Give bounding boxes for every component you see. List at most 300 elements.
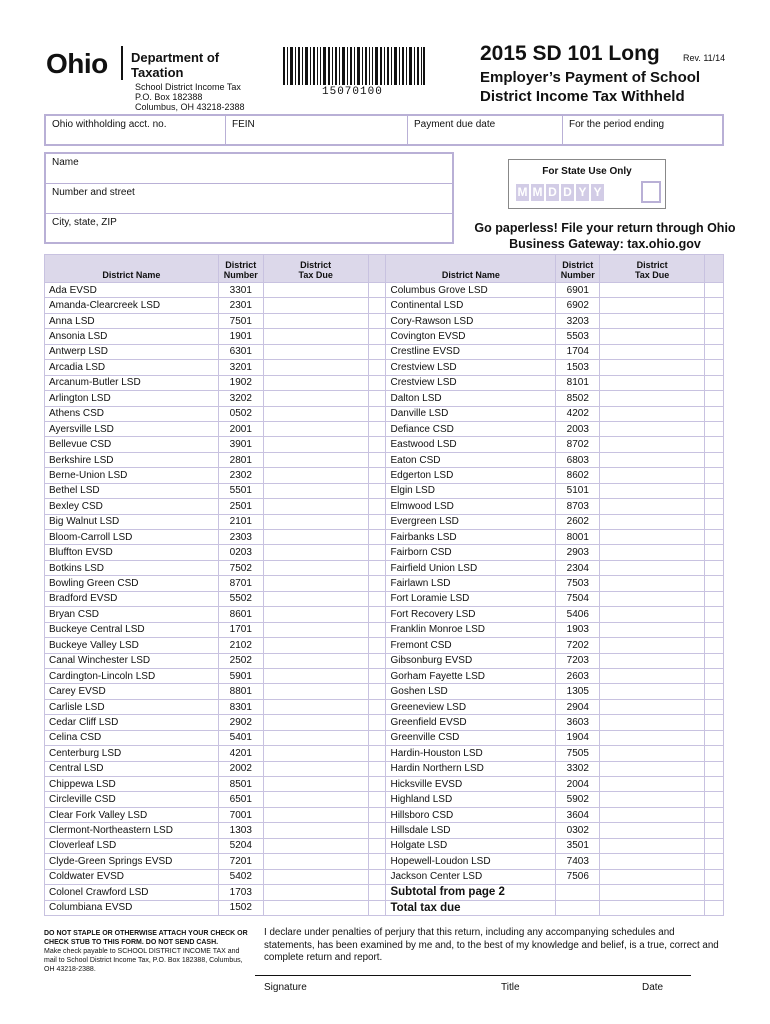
tax-due-cents-input[interactable] — [705, 530, 724, 545]
tax-due-input[interactable] — [600, 283, 705, 298]
tax-due-cents-input[interactable] — [705, 452, 724, 467]
tax-due-cents-input[interactable] — [368, 560, 386, 575]
tax-due-cents-input[interactable] — [368, 885, 386, 900]
tax-due-cents-input[interactable] — [705, 668, 724, 683]
street-field[interactable]: Number and street — [46, 184, 452, 214]
district-name: Crestview LSD — [386, 360, 556, 375]
tax-due-input[interactable] — [600, 607, 705, 622]
tax-due-input[interactable] — [263, 283, 368, 298]
tax-due-input[interactable] — [600, 421, 705, 436]
col-cents — [705, 255, 724, 283]
table-row — [45, 375, 724, 390]
tax-due-cents-input[interactable] — [705, 638, 724, 653]
withholding-account-field[interactable]: Ohio withholding acct. no. — [46, 116, 226, 144]
district-name: Ayersville LSD — [45, 421, 219, 436]
table-row — [45, 638, 724, 653]
signature-line[interactable] — [255, 975, 691, 976]
tax-due-input[interactable] — [263, 375, 368, 390]
tax-due-cents-input[interactable] — [368, 329, 386, 344]
col-tax-due: District Tax Due — [600, 255, 705, 283]
tax-due-cents-input[interactable] — [705, 406, 724, 421]
district-name: Bowling Green CSD — [45, 576, 219, 591]
form-subtitle — [480, 68, 700, 106]
tax-due-input[interactable] — [600, 746, 705, 761]
tax-due-cents-input[interactable] — [705, 761, 724, 776]
tax-due-cents-input[interactable] — [368, 668, 386, 683]
tax-due-input[interactable] — [600, 638, 705, 653]
district-number: 6902 — [556, 298, 600, 313]
tax-due-input[interactable] — [263, 777, 368, 792]
district-name: Bellevue CSD — [45, 437, 219, 452]
tax-due-cents-input[interactable] — [368, 452, 386, 467]
table-row — [45, 885, 724, 900]
district-number: 2301 — [218, 298, 263, 313]
tax-due-input[interactable] — [263, 298, 368, 313]
district-number: 8801 — [218, 684, 263, 699]
tax-due-input[interactable] — [600, 391, 705, 406]
district-name: Cardington-Lincoln LSD — [45, 668, 219, 683]
district-name: Arcanum-Butler LSD — [45, 375, 219, 390]
tax-due-cents-input[interactable] — [368, 499, 386, 514]
tax-due-cents-input[interactable] — [705, 468, 724, 483]
tax-due-input[interactable] — [600, 499, 705, 514]
district-number: 0502 — [218, 406, 263, 421]
district-number: 2002 — [218, 761, 263, 776]
tax-due-input[interactable] — [263, 684, 368, 699]
district-number: 8001 — [556, 530, 600, 545]
district-number: 6301 — [218, 344, 263, 359]
district-name: Bloom-Carroll LSD — [45, 530, 219, 545]
tax-due-input[interactable] — [263, 499, 368, 514]
tax-due-cents-input[interactable] — [705, 715, 724, 730]
tax-due-input[interactable] — [263, 344, 368, 359]
district-name: Centerburg LSD — [45, 746, 219, 761]
tax-due-cents-input[interactable] — [368, 715, 386, 730]
district-name: Canal Winchester LSD — [45, 653, 219, 668]
district-name: Clear Fork Valley LSD — [45, 807, 219, 822]
tax-due-cents-input[interactable] — [368, 530, 386, 545]
district-name: Botkins LSD — [45, 560, 219, 575]
tax-due-input[interactable] — [263, 668, 368, 683]
tax-due-cents-input[interactable] — [368, 622, 386, 637]
district-number: 1904 — [556, 730, 600, 745]
tax-due-input[interactable] — [263, 761, 368, 776]
tax-due-cents-input[interactable] — [368, 761, 386, 776]
tax-due-input[interactable] — [600, 329, 705, 344]
tax-due-cents-input[interactable] — [705, 869, 724, 884]
district-number: 7506 — [556, 869, 600, 884]
table-row — [45, 452, 724, 467]
tax-due-cents-input[interactable] — [705, 854, 724, 869]
tax-due-cents-input[interactable] — [368, 854, 386, 869]
tax-due-cents-input[interactable] — [368, 699, 386, 714]
table-row — [45, 777, 724, 792]
district-number: 2903 — [556, 545, 600, 560]
tax-due-cents-input[interactable] — [368, 869, 386, 884]
tax-due-cents-input[interactable] — [368, 283, 386, 298]
tax-due-cents-input[interactable] — [705, 329, 724, 344]
tax-due-input[interactable] — [600, 699, 705, 714]
district-name: Crestview LSD — [386, 375, 556, 390]
table-row — [45, 653, 724, 668]
tax-due-cents-input[interactable] — [705, 807, 724, 822]
tax-due-input[interactable] — [600, 545, 705, 560]
tax-due-cents-input[interactable] — [368, 746, 386, 761]
district-name: Arlington LSD — [45, 391, 219, 406]
tax-due-cents-input[interactable] — [705, 313, 724, 328]
district-name: Central LSD — [45, 761, 219, 776]
district-name: Elgin LSD — [386, 483, 556, 498]
address-line: Columbus, OH 43218-2388 — [135, 102, 245, 112]
tax-due-input[interactable] — [600, 468, 705, 483]
tax-due-input[interactable] — [600, 761, 705, 776]
tax-due-cents-input[interactable] — [368, 638, 386, 653]
tax-due-input[interactable] — [600, 823, 705, 838]
district-name: Jackson Center LSD — [386, 869, 556, 884]
table-row — [45, 730, 724, 745]
tax-due-input[interactable] — [600, 792, 705, 807]
district-name: Clyde-Green Springs EVSD — [45, 854, 219, 869]
tax-due-cents-input[interactable] — [368, 684, 386, 699]
tax-due-input[interactable] — [263, 545, 368, 560]
district-number: 5401 — [218, 730, 263, 745]
tax-due-input[interactable] — [263, 854, 368, 869]
district-name: Fairbanks LSD — [386, 530, 556, 545]
tax-due-cents-input[interactable] — [705, 375, 724, 390]
district-number: 0203 — [218, 545, 263, 560]
tax-due-input[interactable] — [263, 838, 368, 853]
district-number — [556, 900, 600, 915]
tax-due-cents-input[interactable] — [368, 391, 386, 406]
date-label: Date — [642, 982, 664, 993]
district-name: Fairborn CSD — [386, 545, 556, 560]
district-number: 8502 — [556, 391, 600, 406]
tax-due-input[interactable] — [600, 406, 705, 421]
tax-due-input[interactable] — [600, 684, 705, 699]
tax-due-cents-input[interactable] — [368, 576, 386, 591]
tax-due-cents-input[interactable] — [705, 607, 724, 622]
tax-due-input[interactable] — [263, 514, 368, 529]
district-name: Hillsdale LSD — [386, 823, 556, 838]
district-name: Crestline EVSD — [386, 344, 556, 359]
tax-due-cents-input[interactable] — [368, 483, 386, 498]
tax-due-cents-input[interactable] — [368, 792, 386, 807]
tax-due-cents-input[interactable] — [368, 468, 386, 483]
tax-due-input[interactable] — [600, 576, 705, 591]
subtitle-line1: Employer’s Payment of School — [480, 69, 701, 86]
mailing-address — [135, 82, 245, 112]
tax-due-cents-input[interactable] — [705, 838, 724, 853]
tax-due-cents-input[interactable] — [368, 838, 386, 853]
district-number: 8701 — [218, 576, 263, 591]
tax-due-input[interactable] — [600, 483, 705, 498]
district-name: Fairlawn LSD — [386, 576, 556, 591]
tax-due-input[interactable] — [263, 560, 368, 575]
table-row — [45, 684, 724, 699]
date-box: D — [561, 184, 574, 201]
tax-due-input[interactable] — [600, 777, 705, 792]
tax-due-input[interactable] — [263, 715, 368, 730]
district-number: 1305 — [556, 684, 600, 699]
district-number: 1704 — [556, 344, 600, 359]
tax-due-cents-input[interactable] — [705, 591, 724, 606]
district-number: 7403 — [556, 854, 600, 869]
tax-due-input[interactable] — [600, 437, 705, 452]
district-number: 5101 — [556, 483, 600, 498]
tax-due-input[interactable] — [263, 792, 368, 807]
district-number: 7001 — [218, 807, 263, 822]
tax-due-input[interactable] — [600, 668, 705, 683]
tax-due-input[interactable] — [263, 730, 368, 745]
district-name: Fort Loramie LSD — [386, 591, 556, 606]
tax-due-cents-input[interactable] — [705, 283, 724, 298]
period-ending-field[interactable]: For the period ending — [569, 119, 665, 130]
district-name: Bexley CSD — [45, 499, 219, 514]
tax-due-input[interactable] — [263, 699, 368, 714]
tax-due-input[interactable] — [263, 452, 368, 467]
tax-due-input[interactable] — [263, 823, 368, 838]
col-district-number: District Number — [556, 255, 600, 283]
district-name: Hicksville EVSD — [386, 777, 556, 792]
col-district-name: District Name — [45, 255, 219, 283]
district-name: Antwerp LSD — [45, 344, 219, 359]
tax-due-input[interactable] — [263, 391, 368, 406]
tax-due-cents-input[interactable] — [705, 699, 724, 714]
district-name: Hillsboro CSD — [386, 807, 556, 822]
tax-due-input[interactable] — [263, 653, 368, 668]
tax-due-cents-input[interactable] — [368, 730, 386, 745]
tax-due-input[interactable] — [600, 885, 705, 900]
tax-due-cents-input[interactable] — [368, 514, 386, 529]
tax-due-input[interactable] — [263, 483, 368, 498]
tax-due-cents-input[interactable] — [705, 437, 724, 452]
tax-due-input[interactable] — [263, 591, 368, 606]
district-number: 8501 — [218, 777, 263, 792]
tax-due-cents-input[interactable] — [705, 792, 724, 807]
tax-due-input[interactable] — [263, 406, 368, 421]
fein-field[interactable]: FEIN — [226, 116, 408, 144]
tax-due-cents-input[interactable] — [368, 545, 386, 560]
district-number: 3603 — [556, 715, 600, 730]
district-name: Buckeye Valley LSD — [45, 638, 219, 653]
district-number: 5501 — [218, 483, 263, 498]
city-state-zip-field[interactable]: City, state, ZIP — [52, 217, 117, 228]
district-name: Big Walnut LSD — [45, 514, 219, 529]
tax-due-cents-input[interactable] — [705, 777, 724, 792]
tax-due-input[interactable] — [600, 313, 705, 328]
tax-due-cents-input[interactable] — [368, 437, 386, 452]
district-number: 0302 — [556, 823, 600, 838]
paperless-notice — [450, 220, 760, 252]
table-row — [45, 545, 724, 560]
tax-due-input[interactable] — [600, 514, 705, 529]
table-row — [45, 900, 724, 915]
tax-due-cents-input[interactable] — [368, 823, 386, 838]
tax-due-input[interactable] — [600, 344, 705, 359]
col-tax-due: District Tax Due — [263, 255, 368, 283]
district-number: 3202 — [218, 391, 263, 406]
district-number — [556, 885, 600, 900]
tax-due-input[interactable] — [263, 869, 368, 884]
tax-due-cents-input[interactable] — [368, 807, 386, 822]
district-number: 7201 — [218, 854, 263, 869]
district-name: Colonel Crawford LSD — [45, 885, 219, 900]
tax-due-input[interactable] — [263, 622, 368, 637]
tax-due-cents-input[interactable] — [705, 823, 724, 838]
district-number: 2101 — [218, 514, 263, 529]
district-number: 6901 — [556, 283, 600, 298]
district-number: 2502 — [218, 653, 263, 668]
tax-due-input[interactable] — [600, 560, 705, 575]
tax-due-cents-input[interactable] — [705, 344, 724, 359]
district-number: 2603 — [556, 668, 600, 683]
subtitle-line2: District Income Tax Withheld — [480, 88, 685, 105]
tax-due-input[interactable] — [263, 360, 368, 375]
table-row — [45, 298, 724, 313]
district-number: 7505 — [556, 746, 600, 761]
district-number: 2001 — [218, 421, 263, 436]
col-district-number: District Number — [218, 255, 263, 283]
tax-due-input[interactable] — [600, 838, 705, 853]
tax-due-cents-input[interactable] — [368, 591, 386, 606]
tax-due-cents-input[interactable] — [368, 344, 386, 359]
district-number: 3203 — [556, 313, 600, 328]
district-number: 5402 — [218, 869, 263, 884]
table-row — [45, 437, 724, 452]
paperless-line2: Business Gateway: tax.ohio.gov — [509, 237, 701, 251]
district-number: 1503 — [556, 360, 600, 375]
district-name: Bethel LSD — [45, 483, 219, 498]
district-name: Gorham Fayette LSD — [386, 668, 556, 683]
tax-due-cents-input[interactable] — [368, 900, 386, 915]
district-name: Columbiana EVSD — [45, 900, 219, 915]
tax-due-input[interactable] — [600, 298, 705, 313]
tax-due-cents-input[interactable] — [368, 406, 386, 421]
tax-due-input[interactable] — [263, 421, 368, 436]
district-name: Coldwater EVSD — [45, 869, 219, 884]
tax-due-cents-input[interactable] — [705, 560, 724, 575]
date-box: Y — [591, 184, 604, 201]
tax-due-input[interactable] — [263, 746, 368, 761]
tax-due-cents-input[interactable] — [705, 360, 724, 375]
district-number: 1703 — [218, 885, 263, 900]
tax-due-cents-input[interactable] — [705, 391, 724, 406]
table-row — [45, 576, 724, 591]
district-name: Circleville CSD — [45, 792, 219, 807]
tax-due-input[interactable] — [600, 900, 705, 915]
tax-due-cents-input[interactable] — [705, 421, 724, 436]
tax-due-input[interactable] — [263, 530, 368, 545]
tax-due-input[interactable] — [600, 854, 705, 869]
payment-due-date-field[interactable]: Payment due date — [408, 116, 563, 144]
tax-due-input[interactable] — [600, 653, 705, 668]
table-row — [45, 622, 724, 637]
payable-note: Make check payable to SCHOOL DISTRICT INCOME TAX and mail to School District Income Tax, P.O. Box 182388, Columbus, OH 43218-2388. — [44, 948, 243, 973]
tax-due-input[interactable] — [263, 885, 368, 900]
tax-due-cents-input[interactable] — [705, 622, 724, 637]
tax-due-cents-input[interactable] — [368, 421, 386, 436]
tax-due-input[interactable] — [600, 591, 705, 606]
tax-due-input[interactable] — [600, 730, 705, 745]
tax-due-input[interactable] — [263, 900, 368, 915]
tax-due-cents-input[interactable] — [705, 576, 724, 591]
tax-due-input[interactable] — [600, 360, 705, 375]
logo-divider — [121, 46, 123, 80]
tax-due-cents-input[interactable] — [368, 298, 386, 313]
district-number: 3301 — [218, 283, 263, 298]
tax-due-cents-input[interactable] — [368, 360, 386, 375]
tax-due-cents-input[interactable] — [368, 313, 386, 328]
tax-due-input[interactable] — [600, 375, 705, 390]
tax-due-cents-input[interactable] — [705, 885, 724, 900]
table-row — [45, 421, 724, 436]
tax-due-input[interactable] — [263, 468, 368, 483]
district-name: Columbus Grove LSD — [386, 283, 556, 298]
tax-due-cents-input[interactable] — [705, 483, 724, 498]
tax-due-cents-input[interactable] — [705, 746, 724, 761]
tax-due-input[interactable] — [600, 452, 705, 467]
district-table — [44, 254, 724, 916]
tax-due-cents-input[interactable] — [705, 514, 724, 529]
tax-due-input[interactable] — [263, 329, 368, 344]
tax-due-input[interactable] — [263, 576, 368, 591]
tax-due-cents-input[interactable] — [705, 900, 724, 915]
district-number: 4202 — [556, 406, 600, 421]
tax-due-input[interactable] — [600, 807, 705, 822]
district-number: 2902 — [218, 715, 263, 730]
tax-due-input[interactable] — [600, 715, 705, 730]
tax-due-input[interactable] — [600, 530, 705, 545]
district-name: Hopewell-Loudon LSD — [386, 854, 556, 869]
tax-due-input[interactable] — [263, 607, 368, 622]
tax-due-cents-input[interactable] — [368, 607, 386, 622]
district-number: 6501 — [218, 792, 263, 807]
tax-due-input[interactable] — [263, 437, 368, 452]
tax-due-input[interactable] — [263, 807, 368, 822]
district-name: Eaton CSD — [386, 452, 556, 467]
tax-due-cents-input[interactable] — [705, 653, 724, 668]
tax-due-cents-input[interactable] — [368, 653, 386, 668]
tax-due-cents-input[interactable] — [705, 499, 724, 514]
table-row — [45, 329, 724, 344]
taxpayer-address-block — [44, 152, 454, 244]
col-cents — [368, 255, 386, 283]
district-number: 2003 — [556, 421, 600, 436]
tax-due-cents-input[interactable] — [705, 298, 724, 313]
district-name: Celina CSD — [45, 730, 219, 745]
barcode-number: 15070100 — [322, 86, 383, 98]
tax-due-cents-input[interactable] — [368, 375, 386, 390]
form-title: 2015 SD 101 Long — [480, 42, 660, 65]
tax-due-input[interactable] — [263, 638, 368, 653]
table-row — [45, 854, 724, 869]
tax-due-input[interactable] — [600, 869, 705, 884]
tax-due-cents-input[interactable] — [705, 545, 724, 560]
district-name: Danville LSD — [386, 406, 556, 421]
district-name: Evergreen LSD — [386, 514, 556, 529]
tax-due-cents-input[interactable] — [705, 684, 724, 699]
table-row — [45, 807, 724, 822]
district-number: 5502 — [218, 591, 263, 606]
tax-due-input[interactable] — [600, 622, 705, 637]
district-name: Bradford EVSD — [45, 591, 219, 606]
district-number: 5406 — [556, 607, 600, 622]
tax-due-cents-input[interactable] — [705, 730, 724, 745]
tax-due-cents-input[interactable] — [368, 777, 386, 792]
name-field[interactable]: Name — [46, 154, 452, 184]
tax-due-input[interactable] — [263, 313, 368, 328]
title-label: Title — [501, 982, 520, 993]
